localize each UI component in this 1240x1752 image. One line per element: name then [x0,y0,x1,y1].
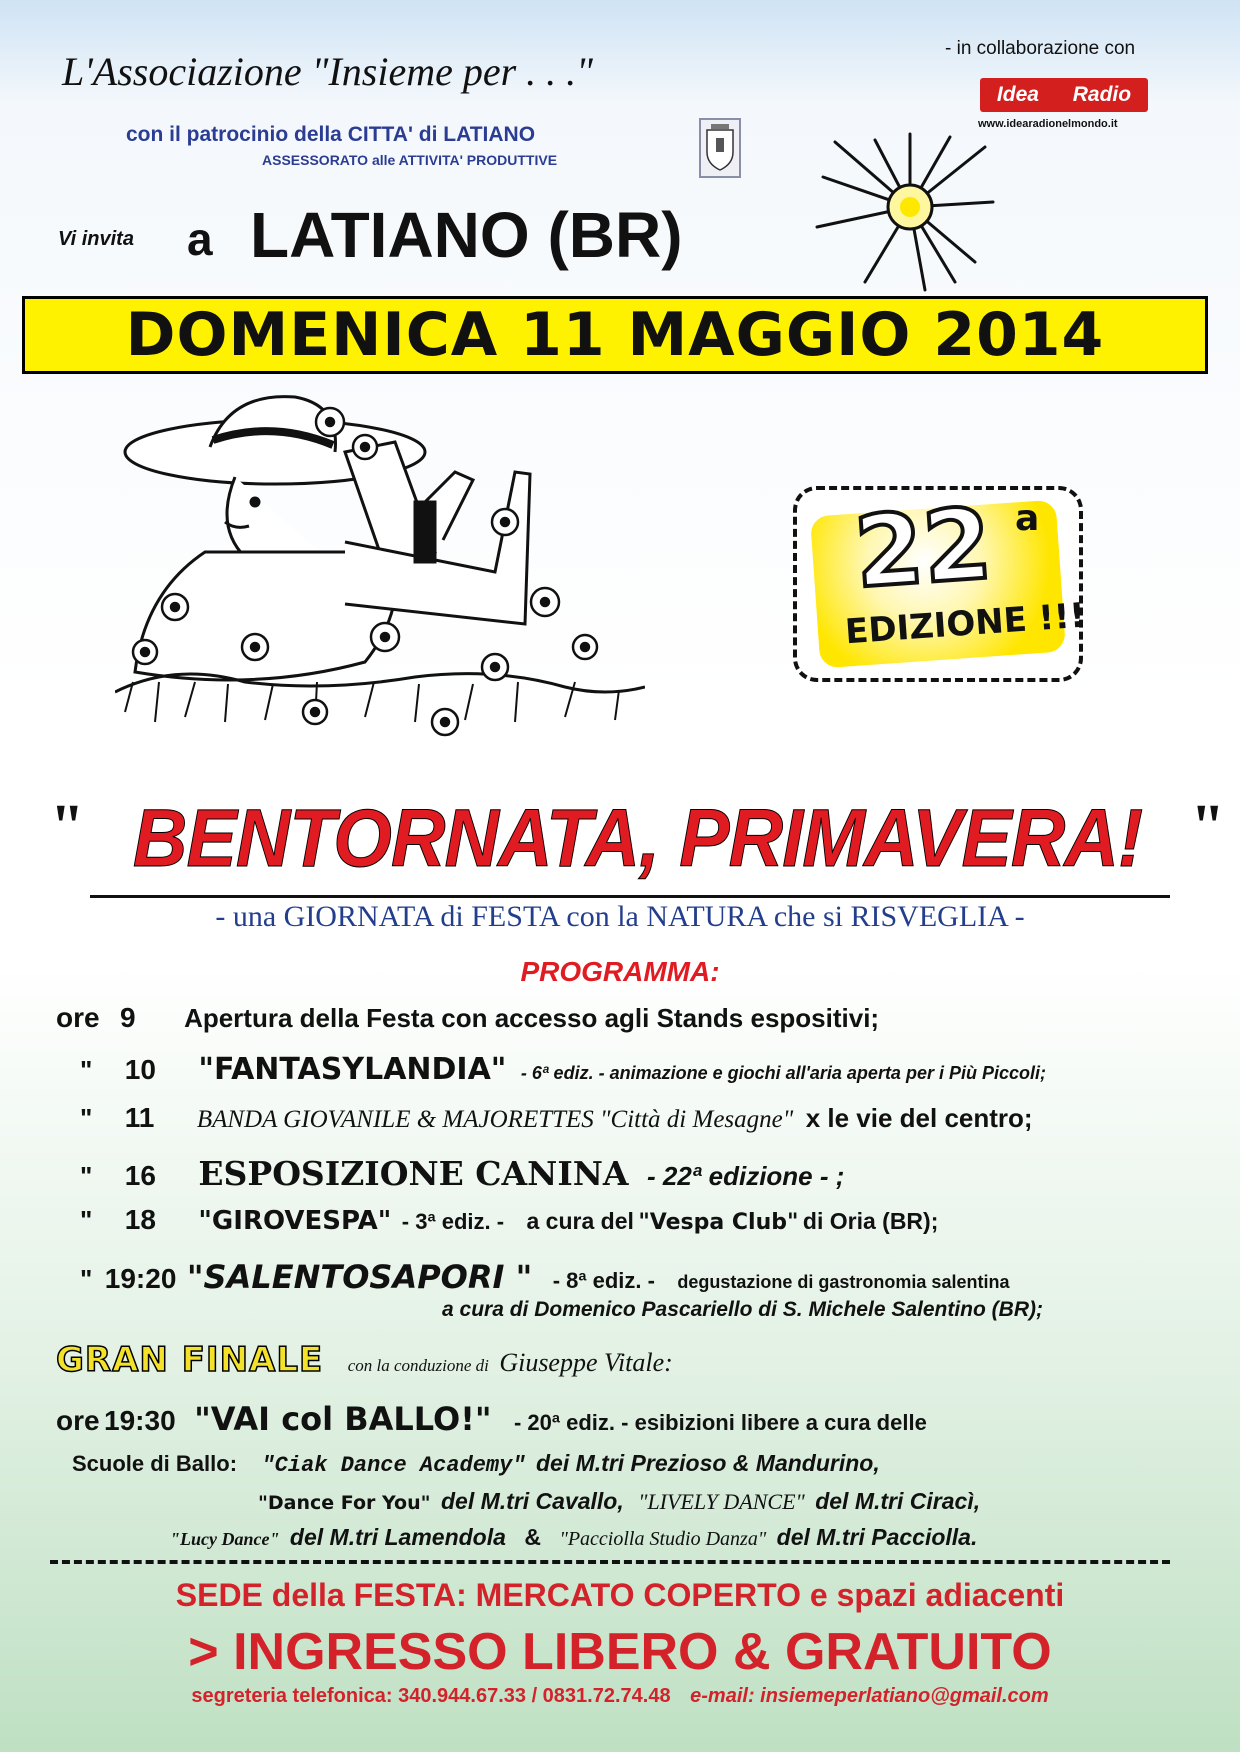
schools-label: Scuole di Ballo: [72,1451,238,1476]
school-dance-for-you-teachers: del M.tri Cavallo, [440,1488,624,1514]
finale-time: 19:30 [104,1405,176,1436]
finale-host-intro: con la conduzione di [347,1356,489,1375]
program-detail: degustazione di gastronomia salentina [677,1272,1010,1292]
department-line: ASSESSORATO alle ATTIVITA' PRODUTTIVE [262,152,558,168]
program-detail: - 6ª ediz. - animazione e giochi all'aria aperta per i Più Piccoli; [520,1063,1046,1083]
finale-header [56,1340,673,1380]
phone-label: segreteria telefonica: 340.944.67.33 / 0831.72.74.48 [191,1685,671,1707]
finale-show-title: "VAI col BALLO!" [194,1400,492,1438]
email-label: e-mail: insiemeperlatiano@gmail.com [690,1685,1049,1707]
program-line: Apertura della Festa con accesso agli Stands espositivi; [184,1003,880,1033]
radio-logo-idea: Idea [996,83,1039,106]
program-edition: - 8ª ediz. - [552,1268,655,1293]
city-title: LATIANO (BR) [250,199,683,271]
program-title-fantasylandia: "FANTASYLANDIA" [198,1052,507,1087]
school-lucy-dance: "Lucy Dance" [170,1529,280,1549]
program-title-salentosapori: "SALENTOSAPORI " [186,1258,533,1296]
program-item-18 [80,1204,938,1236]
finale-title: GRAN FINALE [56,1340,324,1380]
school-ciak-teachers: dei M.tri Prezioso & Mandurino, [535,1450,880,1476]
finale-ore: ore [56,1405,100,1436]
ditto-mark: " [80,1264,93,1294]
program-item-10 [80,1052,1046,1087]
radio-logo-radio: Radio [1072,83,1132,106]
radio-logo [980,78,1148,112]
finale-edition: - 20ª ediz. - esibizioni libere a cura delle [513,1410,927,1435]
program-edition: - 3ª ediz. - [401,1209,505,1234]
program-detail-2: a cura di Domenico Pascariello di S. Michele Salentino (BR); [442,1298,1043,1321]
radio-url: www.idearadionelmondo.it [978,118,1118,130]
finale-schools-2 [258,1488,980,1515]
program-time: 19:20 [104,1263,177,1294]
invite-prefix: Vi invita [58,228,134,250]
school-pacciolla: "Pacciolla Studio Danza" [559,1528,767,1550]
patronage-line: con il patrocinio della CITTA' di LATIANO [126,123,536,146]
program-title-banda: BANDA GIOVANILE & MAJORETTES "Città di Mesagne" [196,1106,794,1133]
program-item-11 [80,1102,1033,1134]
program-detail-location: di Oria (BR); [802,1208,939,1234]
program-ore: ore [56,1002,100,1033]
program-time: 11 [124,1102,155,1133]
headline-text: BENTORNATA, PRIMAVERA! [132,793,1143,884]
school-lucy-dance-teachers: del M.tri Lamendola [289,1524,506,1550]
city-crest-icon [699,118,741,178]
finale-host: Giuseppe Vitale: [499,1348,673,1377]
school-ciak: "Ciak Dance Academy" [261,1453,526,1478]
association-title: L'Associazione "Insieme per . . ." [62,49,593,94]
program-time: 16 [124,1160,156,1191]
program-detail: - 22ª edizione - ; [646,1161,845,1191]
ditto-mark: " [80,1161,93,1191]
date-banner [22,296,1208,374]
program-title-canina: ESPOSIZIONE CANINA [198,1154,629,1193]
headline [50,792,1225,886]
headline-underline [90,895,1170,898]
school-dance-for-you: "Dance For You" [258,1492,431,1514]
program-time: 10 [124,1054,156,1085]
ditto-mark: " [80,1205,93,1235]
headline-close-quote: " [1190,793,1225,861]
edition-label: EDIZIONE !!! [843,595,1087,653]
program-item-16 [80,1154,844,1193]
program-title: PROGRAMMA: [520,956,720,987]
invite-a: a [187,213,213,265]
program-time: 18 [124,1204,156,1235]
entry-line: > INGRESSO LIBERO & GRATUITO [188,1623,1052,1681]
school-lively-dance: "LIVELY DANCE" [638,1489,805,1514]
edition-number: 22 [851,487,996,611]
program-detail: x le vie del centro; [805,1103,1033,1133]
program-time: 9 [120,1002,136,1033]
ampersand: & [524,1524,541,1550]
edition-badge [793,486,1087,682]
contact-line [0,1685,1240,1708]
venue-line: SEDE della FESTA: MERCATO COPERTO e spazi adiacenti [175,1577,1065,1613]
collaboration-label: - in collaborazione con [945,38,1136,59]
school-pacciolla-teachers: del M.tri Pacciolla. [776,1524,978,1550]
edition-superscript: a [1015,498,1040,539]
finale-schools-1 [72,1450,880,1478]
school-lively-dance-teachers: del M.tri Ciracì, [815,1488,981,1514]
headline-open-quote: " [50,793,85,861]
vespa-club: "Vespa Club" [638,1210,799,1235]
finale-schools-3 [170,1524,977,1551]
ditto-mark: " [80,1055,93,1085]
divider [50,1560,1170,1564]
finale-show [56,1400,927,1438]
program-detail: a cura del [526,1208,634,1234]
program-item-1920 [80,1258,1009,1296]
sun-burst-icon [815,132,995,292]
program-item-9 [56,1002,879,1034]
subtitle: - una GIORNATA di FESTA con la NATURA che si RISVEGLIA - [215,900,1025,933]
ditto-mark: " [80,1103,93,1133]
date-text: DOMENICA 11 MAGGIO 2014 [125,300,1105,370]
man-reading-illustration [115,392,645,790]
program-title-girovespa: "GIROVESPA" [198,1206,392,1236]
